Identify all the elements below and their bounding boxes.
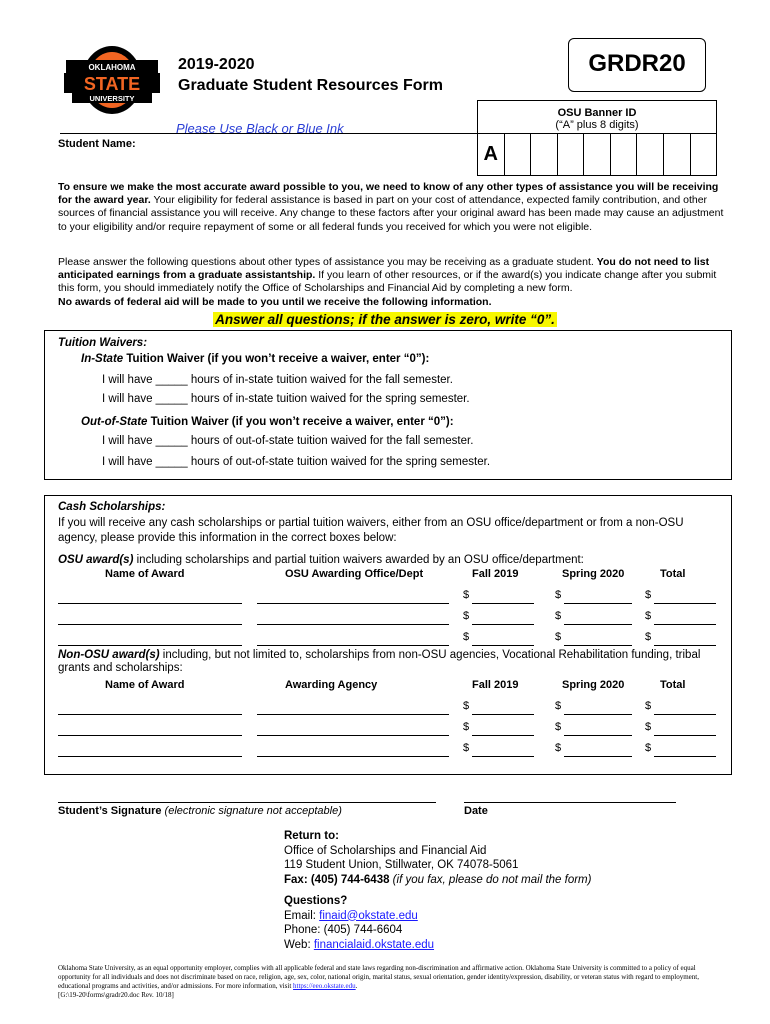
web-line <box>284 938 591 953</box>
instate-italic: In-State <box>81 353 124 365</box>
email-line <box>284 909 591 924</box>
eeo-text: Oklahoma State University, as an equal opportunity employer, complies with all applicable federal and state laws regarding non-discrimination and affirmative action. Oklahoma State University is committed to a policy of equal opportunity for all individuals and does not discriminate based on race, religion, age, sex, color, national origin, marital status, sexual orientation, gender identity/expression, disability, or veteran status with regard to employment, educational programs and activities, and/or admissions. For more information, visit <box>58 964 699 990</box>
answer-all-note <box>0 311 770 329</box>
non-osu-bold: Non-OSU award(s) <box>58 649 160 661</box>
banner-id-cells <box>477 134 717 176</box>
ink-note: Please Use Black or Blue Ink <box>176 121 344 136</box>
cash-scholarships-section <box>44 495 732 775</box>
osu-award-office-field[interactable] <box>257 603 449 604</box>
osu-award-total-amount[interactable] <box>654 603 716 604</box>
intro-paragraph-1 <box>58 181 730 234</box>
answer-all-text: Answer all questions; if the answer is zero, write “0”. <box>215 312 555 327</box>
non-osu-award-office-field[interactable] <box>257 714 449 715</box>
email-label: Email: <box>284 909 320 922</box>
intro-p2-rest: If you learn of other resources, or if the award(s) you indicate change after you submit this form, you should immediately notify the Office of Scholarships and Financial Aid by completing a new form. <box>58 269 717 295</box>
col-fall: Fall 2019 <box>472 679 519 691</box>
osu-award-total-amount[interactable] <box>654 624 716 625</box>
non-osu-award-spring-amount[interactable] <box>564 714 632 715</box>
intro-p2-last: No awards of federal aid will be made to you until we receive the following information. <box>58 295 492 308</box>
web-label: Web: <box>284 938 314 951</box>
osu-awards-bold: OSU award(s) <box>58 554 134 566</box>
email-link[interactable]: finaid@okstate.edu <box>319 909 418 922</box>
dollar-sign: $ <box>555 589 562 601</box>
dollar-sign: $ <box>555 721 562 733</box>
return-office: Office of Scholarships and Financial Aid <box>284 844 487 857</box>
osu-award-name-field[interactable] <box>58 624 242 625</box>
dollar-sign: $ <box>555 631 562 643</box>
osu-award-name-field[interactable] <box>58 603 242 604</box>
outstate-heading <box>81 416 454 428</box>
eeo-footer: Oklahoma State University, as an equal opportunity employer, complies with all applicable federal and state laws regarding non-discrimination and affirmative action. Oklahoma State University is committed to a policy of equal opportunity for all individuals and does not discriminate based on race, religion, age, sex, color, national origin, marital status, sexual orientation, gender identity/expression, disability, or veteran status with regard to employment, educational programs and activities, and/or admissions. For more information, visit https://eeo.okstate.edu. [G:\19-20\forms\gradr20.doc Rev. 10/18] <box>58 964 699 999</box>
col-awarding-agency: Awarding Agency <box>285 679 378 691</box>
non-osu-award-office-field[interactable] <box>257 756 449 757</box>
header-divider <box>60 133 478 134</box>
outstate-spring[interactable]: I will have _____ hours of out-of-state tuition waived for the spring semester. <box>102 456 491 468</box>
non-osu-award-fall-amount[interactable] <box>472 756 534 757</box>
osu-award-total-amount[interactable] <box>654 645 716 646</box>
banner-id-digit[interactable] <box>557 134 585 176</box>
intro-p2-start: Please answer the following questions about other types of assistance you may be receiving as a graduate student. <box>58 256 597 268</box>
osu-award-spring-amount[interactable] <box>564 603 632 604</box>
non-osu-award-total-amount[interactable] <box>654 756 716 757</box>
outstate-fall[interactable]: I will have _____ hours of out-of-state tuition waived for the fall semester. <box>102 435 474 447</box>
dollar-sign: $ <box>463 700 470 712</box>
instate-spring[interactable]: I will have _____ hours of in-state tuition waived for the spring semester. <box>102 393 470 405</box>
banner-id-digit[interactable] <box>663 134 691 176</box>
return-to-block <box>284 829 591 952</box>
return-label: Return to: <box>284 830 339 842</box>
banner-id-digit[interactable] <box>636 134 664 176</box>
instate-heading <box>81 353 429 365</box>
cash-heading: Cash Scholarships: <box>58 501 166 513</box>
banner-id-hint: (“A” plus 8 digits) <box>555 119 639 131</box>
col-total: Total <box>660 679 686 691</box>
logo-text-mid: STATE <box>83 74 141 94</box>
non-osu-award-total-amount[interactable] <box>654 735 716 736</box>
outstate-italic: Out-of-State <box>81 416 148 428</box>
student-name-label: Student Name: <box>58 138 136 150</box>
dollar-sign: $ <box>555 700 562 712</box>
dollar-sign: $ <box>645 589 652 601</box>
form-year: 2019-2020 <box>178 56 255 73</box>
non-osu-award-name-field[interactable] <box>58 714 242 715</box>
dollar-sign: $ <box>463 610 470 622</box>
web-link[interactable]: financialaid.okstate.edu <box>313 938 435 951</box>
non-osu-award-name-field[interactable] <box>58 756 242 757</box>
dollar-sign: $ <box>555 610 562 622</box>
non-osu-award-spring-amount[interactable] <box>564 756 632 757</box>
osu-award-fall-amount[interactable] <box>472 603 534 604</box>
tuition-heading: Tuition Waivers: <box>58 337 148 349</box>
signature-line[interactable] <box>58 802 436 803</box>
non-osu-heading <box>58 649 718 675</box>
col-name-of-award: Name of Award <box>105 568 185 580</box>
eeo-link[interactable]: https://eeo.okstate.edu <box>293 982 356 990</box>
banner-id-header <box>477 100 717 134</box>
non-osu-award-fall-amount[interactable] <box>472 714 534 715</box>
osu-award-fall-amount[interactable] <box>472 624 534 625</box>
osu-awards-rest: including scholarships and partial tuition waivers awarded by an OSU office/department: <box>133 554 584 566</box>
dollar-sign: $ <box>463 721 470 733</box>
non-osu-award-spring-amount[interactable] <box>564 735 632 736</box>
fax-number: Fax: (405) 744-6438 <box>284 873 390 886</box>
dollar-sign: $ <box>645 700 652 712</box>
date-label: Date <box>464 805 488 817</box>
banner-id-digit[interactable] <box>504 134 532 176</box>
banner-id-digit[interactable] <box>690 134 718 176</box>
osu-awards-heading <box>58 554 584 566</box>
dollar-sign: $ <box>645 742 652 754</box>
form-code: GRDR20 <box>568 38 706 92</box>
return-fax <box>284 873 591 888</box>
phone-line: Phone: (405) 744-6604 <box>284 924 403 936</box>
fax-note: (if you fax, please do not mail the form) <box>389 873 592 886</box>
col-osu-office: OSU Awarding Office/Dept <box>285 568 424 580</box>
non-osu-award-office-field[interactable] <box>257 735 449 736</box>
return-address: 119 Student Union, Stillwater, OK 74078-5061 <box>284 859 519 871</box>
intro-paragraph-2 <box>58 256 730 309</box>
non-osu-award-fall-amount[interactable] <box>472 735 534 736</box>
outstate-rest: Tuition Waiver (if you won’t receive a waiver, enter “0”): <box>147 416 454 428</box>
signature-label <box>58 805 342 817</box>
logo-text-top: OKLAHOMA <box>88 63 136 72</box>
intro-p1-bold: To ensure we make the most accurate award possible to you, we need to know of any other types of assistance you will be receiving for the award year. <box>58 181 719 207</box>
dollar-sign: $ <box>645 610 652 622</box>
osu-award-office-field[interactable] <box>257 645 449 646</box>
signature-label-note: (electronic signature not acceptable) <box>161 805 342 817</box>
banner-id-digit[interactable] <box>610 134 638 176</box>
dollar-sign: $ <box>463 742 470 754</box>
banner-id-box <box>477 100 717 176</box>
col-spring: Spring 2020 <box>562 568 625 580</box>
col-spring: Spring 2020 <box>562 679 625 691</box>
osu-award-name-field[interactable] <box>58 645 242 646</box>
banner-id-prefix: A <box>477 134 505 176</box>
signature-label-bold: Student’s Signature <box>58 805 162 817</box>
col-name-of-award: Name of Award <box>105 679 185 691</box>
banner-id-digit[interactable] <box>583 134 611 176</box>
dollar-sign: $ <box>645 721 652 733</box>
logo-text-bot: UNIVERSITY <box>89 94 135 103</box>
dollar-sign: $ <box>555 742 562 754</box>
col-fall: Fall 2019 <box>472 568 519 580</box>
intro-p1-rest: Your eligibility for federal assistance is based in part on your cost of attendance, expected family contribution, and other sources of financial assistance you will receive. Any change to these factors after your original award has been made may cause an adjustment to your eligibility and/or require repayment of some or all federal funds you received for which you were not eligible. <box>58 194 724 233</box>
osu-award-office-field[interactable] <box>257 624 449 625</box>
questions-label: Questions? <box>284 895 348 907</box>
instate-rest: Tuition Waiver (if you won’t receive a waiver, enter “0”): <box>123 353 430 365</box>
dollar-sign: $ <box>645 631 652 643</box>
tuition-waivers-section <box>44 330 732 480</box>
osu-award-spring-amount[interactable] <box>564 645 632 646</box>
non-osu-rest: including, but not limited to, scholarships from non-OSU agencies, Vocational Rehabilitation funding, tribal grants and scholarships: <box>58 649 701 674</box>
date-line[interactable] <box>464 802 676 803</box>
cash-intro: If you will receive any cash scholarships or partial tuition waivers, either from an OSU office/department or from a non-OSU agency, please provide this information in the correct boxes below: <box>58 517 684 544</box>
form-title: Graduate Student Resources Form <box>178 77 443 94</box>
student-name-field[interactable] <box>150 136 470 176</box>
non-osu-award-name-field[interactable] <box>58 735 242 736</box>
intro-p2-bold: You do not need to list anticipated earnings from a graduate assistantship. <box>58 256 710 282</box>
osu-logo <box>62 44 162 116</box>
non-osu-award-total-amount[interactable] <box>654 714 716 715</box>
osu-award-fall-amount[interactable] <box>472 645 534 646</box>
banner-id-digit[interactable] <box>530 134 558 176</box>
osu-award-spring-amount[interactable] <box>564 624 632 625</box>
dollar-sign: $ <box>463 631 470 643</box>
col-total: Total <box>660 568 686 580</box>
doc-path: [G:\19-20\forms\gradr20.doc Rev. 10/18] <box>58 991 174 999</box>
banner-id-label: OSU Banner ID <box>557 107 637 119</box>
dollar-sign: $ <box>463 589 470 601</box>
instate-fall[interactable]: I will have _____ hours of in-state tuition waived for the fall semester. <box>102 374 453 386</box>
